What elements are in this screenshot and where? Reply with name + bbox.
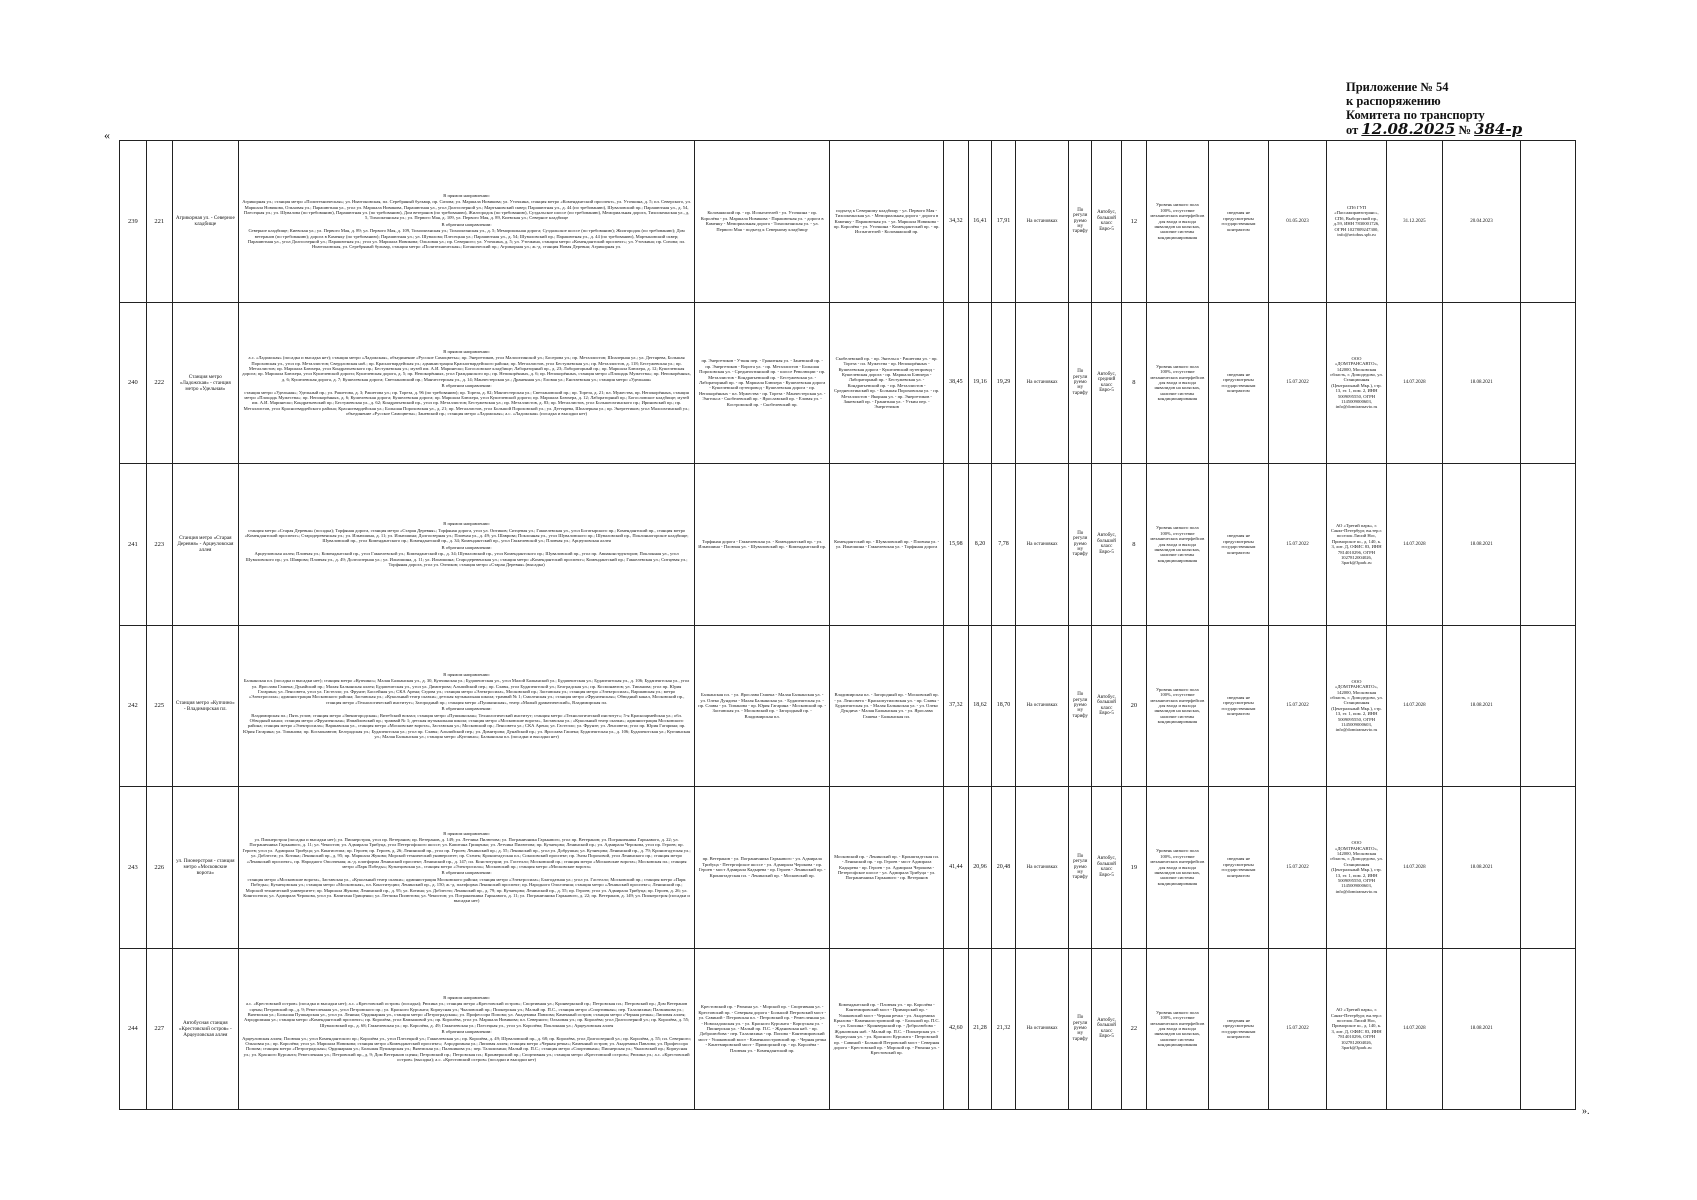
- path-forward: Балканская пл. (посадка и высадки нет); станция метро «Купчино»; Малая Балканская ул., д. 30, Купчинская ул.; Будапештская ул., угол Малой Балканской ул.; Будапештская ул.; Будапештская ул., д. 106; Будапештская ул., угол ул. Ярослава Гашека; Дунайский пр.; Малая Балканская аллея; Будапештская ул., угол ул. Димитрова; Альпийский пер.; пр. Славы, угол Будапештской ул.; Белградская ул.; пр. Космонавтов; ул. Типанова; угол пр. Юрия Гагарина; ул. Ленсовета, угол ул. Гастелло; ул. Фрунзе; Бассейная ул.; СКА Арена; Седова ул.; станция метро «Электросила», Московский пр.; Заставская ул.; станция метро «Электросила», Варшавская ул.; метро «Электросила»; администрация Московского района; Заставская ул.; «Кукольный театр сказки»; детская музыкальная школа; трамвай № 1; Смоленская ул.; станция метро «Фрунзенская»; Обводный канал, Московский пр., станция метро «Технологический институт»; Загородный пр.; станция метро «Пушкинская», театр «Малый драматический», Владимирская пл.: [243, 678, 690, 705]
- stops-order: На остановках: [1015, 141, 1069, 303]
- table-row: [120, 464, 1576, 626]
- date-other: 18.08.2021: [1442, 302, 1520, 464]
- route-number: 221: [146, 141, 172, 303]
- date-other: 18.08.2021: [1442, 464, 1520, 626]
- streets-forward: пр. Энергетиков - Уткин пер. - Гранитная ул. - Заневский пр. - пр. Энергетиков - Ворота ул. - пр. Металлистов - Большая Пороховская ул. - Среднеохтинский пр. - шоссе Революции - пр. Металлистов - Кондратьевский пр. - Бестужевская ул. - Лабораторный пр. - пр. Маршала Блюхера - Кушелевская дорога - Кушелевский путепровод - Кушелевская дорога - пр. Непокорённых - пл. Мужества - пр. Тореза - Манчестерская ул. - Энгельса - Скобелевский пр. - Ярославский пр. - Еловая ул. - Костромской пр. - Скобелевский пр.: [695, 302, 830, 464]
- contract-info: сведения не предусмотрены государственным контрактом: [1208, 948, 1268, 1110]
- vehicle-type: Автобус, большой класс Евро-5: [1092, 787, 1122, 949]
- handwritten-date: 12.08.2025: [1361, 120, 1456, 138]
- contract-info: сведения не предусмотрены государственным контрактом: [1208, 141, 1268, 303]
- handwritten-number: 384-р: [1474, 120, 1523, 138]
- length-total: 37,32: [943, 625, 968, 787]
- appendix-header: [1346, 80, 1676, 137]
- route-number: 225: [146, 625, 172, 787]
- tariff-type: По регулируемому тарифу: [1069, 625, 1092, 787]
- route-number: 226: [146, 787, 172, 949]
- streets-forward: Коломяжский пр. - пр. Испытателей - ул. Уточкина - пр. Королёва - ул. Маршала Новикова - Парашютная ул. - дорога в Каменку - Мемориальная дорога - Тихоокеанская ул. - ул. Первого Мая - подъезд к Северному кладбищу: [695, 141, 830, 303]
- table-row: [120, 787, 1576, 949]
- start-date: 15.07.2022: [1269, 464, 1327, 626]
- contract-info: сведения не предусмотрены государственным контрактом: [1208, 464, 1268, 626]
- route-path: [239, 948, 695, 1110]
- route-path: [239, 787, 695, 949]
- vehicle-type: Автобус, большой класс Евро-5: [1092, 464, 1122, 626]
- appendix-order-label: к распоряжению: [1346, 94, 1441, 108]
- route-name: Станция метро «Старая Деревня» - Арцеуловская аллея: [172, 464, 239, 626]
- date-other: 18.08.2021: [1442, 948, 1520, 1110]
- empty-cell: [1521, 625, 1576, 787]
- length-forward: 16,41: [968, 141, 992, 303]
- date-other: 18.08.2021: [1442, 625, 1520, 787]
- table-row: [120, 302, 1576, 464]
- path-back-title: В обратном направлении:: [441, 544, 492, 550]
- contract-info: сведения не предусмотрены государственным контрактом: [1208, 625, 1268, 787]
- path-back: Северное кладбище; Киевская ул.; ул. Первого Мая, д. 89; ул. Первого Мая, д. 109, Тихоокеанская ул.; Тихоокеанская ул., д. 5; Мемориальная дорога; Суздальское шоссе (по требованию); Жилгородок (по требованию); Дом ветеранов (по требованию); дорога в Каменку (по требованию); Парашютная ул.; ул. Шувалова; Плесецкая ул.; Парашютная ул., д. 54; Шуваловский пр.; Парашютная ул., д. 44 (по требованию), Мартыновский сквер; Парашютная ул., угол Долгоозерной ул.; Парашютная ул.; угол ул. Маршала Новикова; Ольховая ул.; пр. Северного; ул. Уточкина, д. 5; ул. Уточкина, станция метро «Комендантский проспект»; ул. Уточкина; пр. Сизова; пл. Ньютоновская, ул. Серебряный бульвар, станция метро «Политехническая»; Ботанический пр.; Агрикорная ул.; ж.-д. станция Новая Деревня; Агрикорная ул.: [247, 228, 686, 250]
- route-path: [239, 302, 695, 464]
- environment-specs: Уровень низкого пола 100%, отсутствие механических интерфейсов для входа и выхода инвалидов на колясках, наличие системы кондиционирования: [1146, 141, 1208, 303]
- streets-back: подъезд к Северному кладбищу - ул. Первого Мая - Тихоокеанская ул. - Мемориальная дорога - дорога в Каменку - Парашютная ул. - ул. Маршала Новикова - пр. Королёва - ул. Уточкина - Комендантский пр. - пр. Испытателей - Коломяжский пр.: [830, 141, 944, 303]
- path-back-title: В обратном направлении:: [441, 221, 492, 227]
- path-forward-title: В прямом направлении:: [443, 521, 490, 527]
- vehicle-type: Автобус, средний класс Евро-5: [1092, 302, 1122, 464]
- row-number: 240: [120, 302, 147, 464]
- streets-back: Владимирская пл. - Загородный пр. - Московский пр. - ул. Ленсовета - Краснопутиловская ул. - пр. Славы - Будапештская ул. - Малая Балканская ул. - ул. Олеко Дундича - Малая Балканская ул. - ул. Ярослава Гашека - Балканская пл.: [830, 625, 944, 787]
- empty-cell: [1521, 302, 1576, 464]
- path-back: Арцеуловская аллея; Пловчая ул.; угол Комендантского пр.; Королёва ул., угол Плесецкой ул.; Гаккелевская ул.; пр. Королёва, д. 49; Шуваловский пр., д. 68; пр. Королёва, угол Долгоозерной ул.; пр. Королёва, д. 55; пл. Северного; Ольховая ул.; пр. Королёва; угол ул. Маршала Новикова; станция метро «Комендантский проспект»; Аэродромная ул.; Липовая аллея; станция метро «Черная речка»; Каменный остров; ул. Академика Павлова; ул. Профессора Попова; станция метро «Петроградская»; Ординарная ул.; Большая Пушкарская ул.; Вяземская ул.; Пальчикова ул.; пер. Талалихина; Малый пр. П.С.; станция метро «Спортивная»; Пионерская ул.; Чкаловский пр.; Корпусная ул.; ул. Красного Курсанта; Ремесленная ул.; Петровский пр., д. 9; Дом Ветеранов сцены; Петровский пр.; Петровская пл.; Кронверкский пр.; Спортивная ул.; станция метро «Крестовский остров»; Рюхина ул.; а.с. «Крестовский остров» (высадка); а.с. «Крестовский остров» (посадки и высадки нет): [242, 1035, 691, 1063]
- length-back: 21,32: [992, 948, 1016, 1110]
- path-forward: ул. Пионерстроя (посадка и высадки нет); ул. Пионерстроя, угол пр. Ветеранов; пр. Ветеранов, д. 149; ул. Летчика Пилютова; ул. Пограничника Гарькавого, угол пр. Ветеранов; ул. Пограничника Гарькавого, д. 22; ул. Пограничника Гарькавого, д. 11; ул. Чекистов; ул. Адмирала Трибуца, угол Петергофского шоссе; ул. Капитана Грищенко; ул. Летчика Пилютова; пр. Кузнецова; Ленинский пр.; ул. Адмирала Черокова, угол пр. Героев; пр. Героев; угол ул. Адмирала Трибуца; ул. Кингисеппа; пр. Героев; пр. Героев, д. 26; Ленинский пр., угол пр. Героев; Ленинский пр.; д. 55; Ленинский пр., угол ул. Добрушна; ул. Кузнецова; Ленинский пр., д. 79; Кронштадтская ул.; ул. Доблести; ул. Котина; Ленинский пр., д. 95; пр. Маршала Жукова; Морской технический университет; пр. Стачек; Кронштадтская пл.; Соколовский проспект; пр. Энзы Пороховой, угол Ленинского пр.; станция метро «Ленинский проспект», пр. Народного Ополчения; ж.-д. платформа Ленинский проспект; Ленинский пр., д. 147; пл. Конституции; ул. Гастелло; Московский пр.; станция метро «Московские ворота»; Московская пл.; станция метро «Парк Победы»; Кузнецовская ул., станция метро «Электросила»; Московский пр.; станция метро «Московские ворота»: [242, 837, 691, 870]
- date-end: 14.07.2028: [1387, 625, 1443, 787]
- stops-order: На остановках: [1015, 787, 1069, 949]
- tariff-type: По регулируемому тарифу: [1069, 141, 1092, 303]
- length-back: 18,70: [992, 625, 1016, 787]
- path-back: станция метро «Московские ворота», Заставская ул., «Кукольный театр сказки»; администрация Московского района; станция метро «Электросила»; Благодатная ул.; угол ул. Гастелло; Московский пр.; станция метро «Парк Победы»; Кузнецовская ул.; станция метро «Московская», пл. Конституции; Ленинский пр., д. 150; ж.-д. платформа Ленинский проспект; пр. Народного Ополчения; станция метро «Ленинский проспект»; Ленинский пр.; Морской технический университет; пр. Маршала Жукова; Ленинский пр., д. 95; ул. Котина; ул. Доблести; Ленинский пр., д. 79; пр. Кузнецова; Ленинский пр., д. 55; пр. Героев; угол ул. Адмирала Трибуца; пр. Героев, д. 26; ул. Кингисеппа; ул. Адмирала Черокова, угол ул. Капитана Грищенко; ул. Летчика Пилютова; ул. Чекистов; ул. Пограничника Гарькавого, д. 11; ул. Пограничника Гарькавого, д. 22; пр. Ветеранов, д. 149; ул. Пионерстроя (посадки и высадки нет): [243, 876, 690, 904]
- length-forward: 8,20: [968, 464, 992, 626]
- length-total: 41,44: [943, 787, 968, 949]
- streets-back: Московский пр. - Ленинский пр. - Кронштадтская пл. - Ленинский пр. - пр. Героев - мост Адмирала Кадырева - пр. Героев - ул. Адмирала Черокова - Петергофское шоссе - ул. Адмирала Трибуца - ул. Пограничника Гарькавого - пр. Ветеранов: [830, 787, 944, 949]
- row-number: 243: [120, 787, 147, 949]
- environment-specs: Уровень низкого пола 100%, отсутствие механических интерфейсов для входа и выхода инвалидов на колясках, наличие системы кондиционирования: [1146, 948, 1208, 1110]
- path-forward-title: В прямом направлении:: [443, 830, 490, 836]
- path-forward: а.с. «Крестовский остров» (посадка и высадки нет); а.с. «Крестовский остров» (посадка); Рюхина ул.; станция метро «Крестовский остров»; Спортивная ул.; Кронверкский пр.; Петровская пл.; Петровский пр.; Дом Ветеранов сцены; Петровский пр., д. 9; Ремесленная ул., угол Петровского пр.; ул. Красного Курсанта; Корпусная ул.; Чкаловский пр.; Пионерская ул.; Малый пр. П.С., станция метро «Спортивная»; пер. Талалихина; Пальчикова ул.; Вяземская ул.; Большая Пушкарская ул., угол ул. Ленина; Ординарная ул., станция метро «Петроградская»; ул. Профессора Попова; ул. Академика Павлова; Каменный остров; станция метро «Черная речка»; Липовая аллея; Аэродромная ул.; станция метро «Комендантский проспект»; пр. Королёва, угол Камышовой ул.; пр. Королёва, угол ул. Маршала Новикова; пл. Северного; Ольховая ул.; пр. Королёва; угол Долгоозерной ул.; пр. Королёва, д. 55; Шуваловский пр., д. 68; Гаккелевская ул.; пр. Королёва, д. 49; Гаккелевская ул.; Плесецкая ул., угол ул. Королёва; Поклонная ул.; Арцеуловская аллея: [243, 1001, 690, 1028]
- route-number: 227: [146, 948, 172, 1110]
- table-row: [120, 948, 1576, 1110]
- vehicle-count: 12: [1122, 141, 1147, 303]
- contract-info: сведения не предусмотрены государственным контрактом: [1208, 787, 1268, 949]
- route-path: [239, 141, 695, 303]
- vehicle-count: 19: [1122, 787, 1147, 949]
- streets-forward: Балканская пл. - ул. Ярослава Гашека - Малая Балканская ул. - ул. Олеко Дундича - Малая Балканская ул. - Будапештская ул. - пр. Славы - ул. Типанова - пр. Юрия Гагарина - Московский пр. - Заставская ул. - Московский пр. - Загородный пр. - Владимирская пл.: [695, 625, 830, 787]
- stops-order: На остановках: [1015, 302, 1069, 464]
- path-forward-title: В прямом направлении:: [443, 192, 490, 198]
- empty-cell: [1521, 464, 1576, 626]
- date-end: 31.12.2025: [1387, 141, 1443, 303]
- length-total: 38,45: [943, 302, 968, 464]
- vehicle-count: 20: [1122, 625, 1147, 787]
- date-other: 18.08.2021: [1442, 787, 1520, 949]
- length-total: 42,60: [943, 948, 968, 1110]
- start-date: 15.07.2022: [1269, 948, 1327, 1110]
- length-forward: 21,28: [968, 948, 992, 1110]
- stops-order: На остановках: [1015, 948, 1069, 1110]
- route-number: 223: [146, 464, 172, 626]
- environment-specs: Уровень низкого пола 100%, отсутствие механических интерфейсов для входа и выхода инвалидов на колясках, наличие системы кондиционирования: [1146, 464, 1208, 626]
- route-name: Агрикорная ул. - Северное кладбище: [172, 141, 239, 303]
- start-date: 01.05.2023: [1269, 141, 1327, 303]
- appendix-number: Приложение № 54: [1346, 80, 1449, 94]
- environment-specs: Уровень низкого пола 100%, отсутствие механических интерфейсов для входа и выхода инвалидов на колясках, наличие системы кондиционирования: [1146, 625, 1208, 787]
- route-name: Станция метро «Ладожская» - станция метро «Удельная»: [172, 302, 239, 464]
- vehicle-type: Автобус, большой класс Евро-5: [1092, 141, 1122, 303]
- date-end: 14.07.2028: [1387, 787, 1443, 949]
- vehicle-count: 8: [1122, 302, 1147, 464]
- path-back: Владимирская пл.; Пять углов; станция метро «Звенигородская»; Витебский вокзал; станция метро «Пушкинская»; Технологический институт; станция метро «Технологический институт»; 5-я Красноармейская ул.; обл. Обводный канал; станция метро «Фрунзенская»; Измайловский пр.; трамвай № 1; детская музыкальная школа; станция метро «Московские ворота», Заставская ул.; «Кукольный театр сказки»; администрация Московского района; станция метро «Электросила»; Варшавская ул., станция метро «Московские ворота», Заставская ул.; Московский пр.; Ленсовета ул.; СКА Арена; ул. Гастелло; ул. Фрунзе; ул. Ленсовета; угол пр. Юрия Гагарина; пр. Юрия Гагарина; ул. Типанова; пр. Космонавтов; Белградская ул.; Будапештская ул.; угол пр. Славы; Альпийский пер.; ул. Димитрова; Дунайский пр.; ул. Ярослава Гашека; Будапештская ул., д. 106; Будапештская ул.; Купчинская ул.; Малая Балканская ул.; станция метро «Купчино»; Балканская пл. (посадки и высадки нет): [243, 712, 691, 740]
- date-end: 14.07.2028: [1387, 302, 1443, 464]
- opening-quote-mark: «: [104, 128, 110, 142]
- length-back: 7,78: [992, 464, 1016, 626]
- carrier-info: СПб ГУП «Пассажиравтотранс», СПб, Выборгский пр., д.59, ИНН 7830001726, ОГРН 1027809247300, info@avtobus.spb.ru: [1326, 141, 1386, 303]
- stops-order: На остановках: [1015, 464, 1069, 626]
- vehicle-count: 22: [1122, 948, 1147, 1110]
- path-back-title: В обратном направлении:: [441, 706, 492, 712]
- path-forward: Агрикорная ул.; станция метро «Политехническая»; ул. Ньютоновская, пл. Серебряный бульвар, пр. Сизова; ул. Маршала Новикова; ул. Уточкина, станция метро «Комендантский проспект», ул. Уточкина, д. 5; пл. Северского, ул. Маршала Новикова, Ольховая ул.; Парашютная ул., угол ул. Маршала Новикова, Парашютная ул., угол Долгоозерной ул.; Мартыновский сквер; Парашютная ул., д. 44 (по требованию), Шуваловский пр.; Парашютная ул., д. 54, Плесецкая ул.; ул. Шувалова (по требованию), Парашютная ул. (по требованию), Дом ветеранов (по требованию), Жилгородок (по требованию), Суздальское шоссе (по требованию), Мемориальная дорога, Тихоокеанская ул., д. 5, Тихоокеанская ул.; ул. Первого Мая, д. 109, ул. Первого Мая, д. 89, Киевская ул.; Северное кладбище: [242, 199, 691, 221]
- start-date: 15.07.2022: [1269, 787, 1327, 949]
- row-number: 244: [120, 948, 147, 1110]
- carrier-info: АО «Третий парк», г. Санкт-Петербург, вн.тер.г. поселок Лисий Нос, Приморское ш., д. 140, к. 3, лит. Д, ОФИС 83, ИНН 7814010296, ОГРН 1027812004026, 3park@3park.ru: [1326, 948, 1386, 1110]
- route-name: Станция метро «Купчино» - Владимирская пл.: [172, 625, 239, 787]
- streets-forward: Крестовский пр. - Рюхина ул. - Морской пр. - Спортивная ул. - Крестовский пр. - Северная дорога - Большой Петровский мост - ул. Савиной - Петровская пл. - Петровский пр. - Ремесленная ул. - Новоладожская ул. - ул. Красного Курсанта - Корпусная ул. - Пионерская ул. - Малый пр. П.С. - Ждановская наб. - пр. Добролюбова - пер. Талалихина - пр. Попова - Кантемировский мост - Ушаковский мост - Каменноостровский пр. - Черная речка - Кантемировский мост - Приморский пр. - пр. Королёва - Пловчая ул. - Комендантский пр.: [695, 948, 830, 1110]
- route-number: 222: [146, 302, 172, 464]
- carrier-info: ООО «ДОМТРАНСАВТО», 142000, Московская область, г. Домодедово, ул. Станционная (Центральный Мкр.), стр. 13, эт. 1, пом. 2, ИНН 5009095550, ОГРН 1145009000603, info@domtransavto.ru: [1326, 302, 1386, 464]
- length-back: 17,91: [992, 141, 1016, 303]
- path-forward-title: В прямом направлении:: [443, 671, 490, 677]
- routes-table: [119, 140, 1576, 1110]
- tariff-type: По регулируемому тарифу: [1069, 948, 1092, 1110]
- length-back: 20,48: [992, 787, 1016, 949]
- carrier-info: АО «Третий парк», г. Санкт-Петербург, вн.тер.г. поселок Лисий Нос, Приморское ш., д. 140, к. 3, лит. Д, ОФИС 83, ИНН 7814010296, ОГРН 1027812004026, 3park@3park.ru: [1326, 464, 1386, 626]
- path-back-title: В обратном направлении:: [441, 383, 492, 389]
- date-end: 14.07.2028: [1387, 464, 1443, 626]
- streets-forward: Торфяная дорога - Гаккелевская ул. - Комендантский пр. - ул. Ильюшина - Пловчая ул. - Шуваловский пр. - Комендантский пр.: [695, 464, 830, 626]
- date-other: 20.04.2023: [1442, 141, 1520, 303]
- path-forward-title: В прямом направлении:: [443, 348, 490, 354]
- tariff-type: По регулируемому тарифу: [1069, 464, 1092, 626]
- length-total: 15,98: [943, 464, 968, 626]
- streets-back: Комендантский пр. - Шуваловский пр. - Пловчая ул. - ул. Ильюшина - Гаккелевская ул. - Торфяная дорога: [830, 464, 944, 626]
- path-forward: а.с. «Ладожская» (посадка и высадка нет); станция метро «Ладожская», объединение «Русское Самоцветы»; пр. Энергетиков, угол Малоохтинской ул.; Босерова ул.; пр. Металлистов; Шпалерная ул.; ул. Дегтярева, Большая Пороховская ул., угол пр. Металлистов; Свердловская наб.; пр. Красногвардейская ул.; администрация Красногвардейского района; пр. Металлистов, угол Бестужевская ул.; пр. Металлистов, д. 118; Бестужевская ул.; пр. Металлистов; пр. Маршала Блюхера, угол Кондратьевского пр.; Бестужевская ул.; музей им. А.И. Маринеско; Богословское кладбище; Лабораторный пр., д. 23; Лабораторный пр.; пр. Маршала Блюхера, д. 12; Кушелевская дорога; пр. Маршала Блюхера, угол Кушелевской дороги; Кушелевская дорога, д. 5; пр. Непокорённых, угол Гражданского пр.; пр. Непокорённых, д. 6; пр. Непокорённых, станция метро «Площадь Мужества»; пр. Непокорённых, д. 6; Кушелевская дорога, д. 7; Кушелевская дорога; Светлановский пр.; Манчестерская ул., д. 14; Манчестерская ул.; Драненная ул.; Еловая ул.; Енотаевская ул.; станция метро «Удельная»: [242, 355, 691, 382]
- appendix-date-line: от 12.08.2025 № 384-р: [1346, 120, 1523, 138]
- route-name: Автобусная станция «Крестовский остров» - Арцеуловская аллея: [172, 948, 239, 1110]
- date-end: 14.07.2028: [1387, 948, 1443, 1110]
- stops-order: На остановках: [1015, 625, 1069, 787]
- length-forward: 19,16: [968, 302, 992, 464]
- vehicle-type: Автобус, большой класс Евро-5: [1092, 948, 1122, 1110]
- environment-specs: Уровень низкого пола 100%, отсутствие механических интерфейсов для входа и выхода инвалидов на колясках, наличие системы кондиционирования: [1146, 302, 1208, 464]
- path-back-title: В обратном направлении:: [441, 870, 492, 876]
- contract-info: сведения не предусмотрены государственным контрактом: [1208, 302, 1268, 464]
- table-row: [120, 141, 1576, 303]
- route-path: [239, 464, 695, 626]
- tariff-type: По регулируемому тарифу: [1069, 787, 1092, 949]
- table-row: [120, 625, 1576, 787]
- start-date: 15.07.2022: [1269, 625, 1327, 787]
- path-forward: станция метро «Старая Деревня» (посадка); Торфяная дорога, станция метро «Старая Деревня»; Торфяная дорога, угол ул. Оптиков; Ситцевая ул.; Гаккелевская ул., угол Богатырского пр.; Комендантский пр., станция метро «Комендантский проспект»; Стародеревенская ул.; ул. Ильюшина, д. 11; ул. Ильюшина; Долгоозерная ул.; Пловчая ул., д. 49; ул. Шаврова; Поклонная ул., угол Шуваловского пр.; Шуваловский пр., Поклонногорское кладбище; Шуваловский пр., угол Комендантского пр.; Комендантский пр., д. 34; Комендантский пр., угол Гаккелевской ул.; Пловчая ул.; Арцеуловская аллея: [244, 527, 689, 544]
- row-number: 239: [120, 141, 147, 303]
- streets-back: Комендантский пр. - Пловчая ул. - пр. Королёва - Кантемировский мост - Приморский пр. - Ушаковский мост - Черная речка - ул. Академика Крылова - Каменноостровский пр. - Большой пр. П.С. - ул. Блохина - Кронверкский пр. - Добролюбова - Ждановская наб. - Малый пр. П.С. - Пионерская ул. - Корпусная ул. - ул. Красного Курсанта - Петровский пр. - Савиной - Большой Петровский мост - Северная дорога - Крестовский пр. - Морской пр. - Рюхина ул. - Крестовский пр.: [830, 948, 944, 1110]
- empty-cell: [1521, 948, 1576, 1110]
- length-back: 19,29: [992, 302, 1016, 464]
- row-number: 241: [120, 464, 147, 626]
- length-forward: 18,62: [968, 625, 992, 787]
- streets-forward: пр. Ветеранов - ул. Пограничника Гарькавого - ул. Адмирала Трибуца - Петергофское шоссе - ул. Адмирала Черокова - пр. Героев - мост Адмирала Кадырева - пр. Героев - Ленинский пр. - Кронштадтская пл. - Ленинский пр. - Московский пр.: [695, 787, 830, 949]
- vehicle-type: Автобус, большой класс Евро-5: [1092, 625, 1122, 787]
- row-number: 242: [120, 625, 147, 787]
- empty-cell: [1521, 787, 1576, 949]
- carrier-info: ООО «ДОМТРАНСАВТО», 142000, Московская область, г. Домодедово, ул. Станционная (Центральный Мкр.), стр. 13, эт. 1, пом. 2, ИНН 5009095550, ОГРН 1145009000603, info@domtransavto.ru: [1326, 787, 1386, 949]
- route-name: ул. Пионерстроя - станция метро «Московские ворота»: [172, 787, 239, 949]
- tariff-type: По регулируемому тарифу: [1069, 302, 1092, 464]
- appendix-committee: Комитета по транспорту: [1346, 108, 1485, 122]
- path-back-title: В обратном направлении:: [441, 1029, 492, 1035]
- length-total: 34,32: [943, 141, 968, 303]
- carrier-info: ООО «ДОМТРАНСАВТО», 142000, Московская область, г. Домодедово, ул. Станционная (Центральный Мкр.), стр. 13, эт. 1, пом. 2, ИНН 5009095550, ОГРН 1145009000603, info@domtransavto.ru: [1326, 625, 1386, 787]
- start-date: 15.07.2022: [1269, 302, 1327, 464]
- route-path: [239, 625, 695, 787]
- environment-specs: Уровень низкого пола 100%, отсутствие механических интерфейсов для входа и выхода инвалидов на колясках, наличие системы кондиционирования: [1146, 787, 1208, 949]
- length-forward: 20,96: [968, 787, 992, 949]
- vehicle-count: 8: [1122, 464, 1147, 626]
- empty-cell: [1521, 141, 1576, 303]
- path-back: Арцеуловская аллея; Пловчая ул.; Комендантский пр., угол Гаккелевской ул.; Комендантский пр., д. 34; Шуваловский пр., угол Комендантского пр.; Шуваловский пр., угол пр. Авиаконструкторов; Поклонная ул., угол Шуваловского пр.; ул. Шаврова; Пловчая ул., д. 49; Долгоозерная ул.; ул. Ильюшина, д. 11; ул. Ильюшина; Стародеревенская ул.; станция метро «Комендантский проспект»; Комендантский пр.; Гаккелевская ул.; Ситцевая ул.; Торфяная дорога, угол ул. Оптиков; станция метро «Старая Деревня» (высадка): [245, 551, 688, 567]
- path-back: станция метро «Удельная»; Удельный пр.; ул. Рашетова, д. 3; Рашетова ул.; пр. Тореза, д. 96 (по требованию); пр. Тореза, д. 82; Манчестерская ул.; Светлановский пр.; пр. Тореза, д. 21; пл. Мужества, пр. Непокорённых, станция метро «Площадь Мужества»; пр. Непокорённых, д. 6; Кушелевская дорога; Кушелевская дорога; пр. Маршала Блюхера, угол Кушелевской дороги; пр. Маршала Блюхера, д. 12; Лабораторный пр.; Богословское кладбище; музей им. А.И. Маринеско; Кондратьевский пр.; Бестужевская ул., д. 62; Кондратьевский пр., угол пр. Металлистов; Бестужевская ул.; пр. Металлистов, д. 83; пр. Металлистов, угол Большеохтинского пр.; Ириновский пр.; пр. Металлистов, угол Красногвардейского района; Красногвардейская ул.; Большая Пороховская ул., д. 21; пр. Металлистов, угол Большой Пороховской ул.; ул. Дегтярева, Шпалерная ул.; пр. Энергетиков; угол Малоохтинской ул.; объединение «Русское Самоцветы»; Заневский пр.; станция метро «Ладожская»; а.с. «Ладожская» (посадка и высадки нет): [243, 389, 690, 417]
- path-forward-title: В прямом направлении:: [443, 994, 490, 1000]
- streets-back: Скобелевский пр. - пр. Энгельса - Рашетова ул. - пр. Тореза - пл. Мужества - пр. Непокорённых - Кушелевская дорога - Кушелевский путепровод - Кушелевская дорога - пр. Маршала Блюхера - Лабораторный пр. - Бестужевская ул. - Кондратьевский пр. - пр. Металлистов - Среднеохтинский пр. - Большая Пороховская ул. - пр. Металлистов - Якорная ул. - пр. Энергетиков - Заневский пр. - Гранитная ул. - Уткин пер. - Энергетиков: [830, 302, 944, 464]
- closing-quote-mark: ».: [1582, 1106, 1590, 1117]
